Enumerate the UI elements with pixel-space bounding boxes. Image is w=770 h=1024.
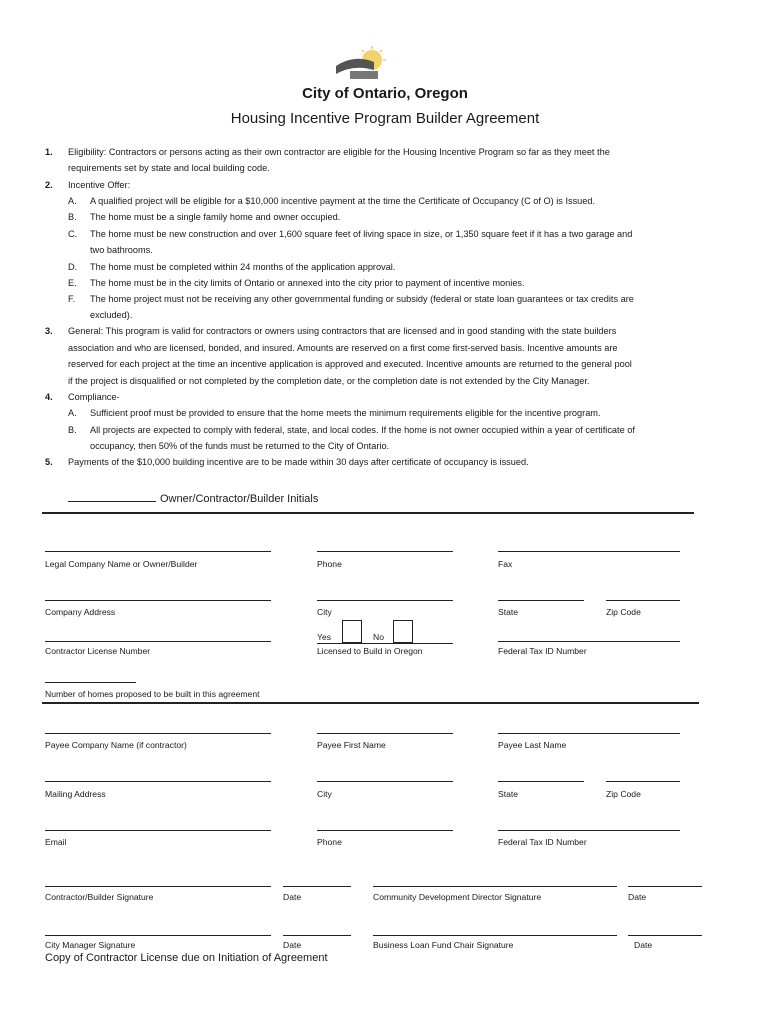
section-number: 1. (45, 147, 53, 157)
loan-chair-signature-label: Business Loan Fund Chair Signature (373, 940, 514, 950)
payee-company-label: Payee Company Name (if contractor) (45, 740, 187, 750)
item-label: E. (68, 278, 77, 288)
item-label: F. (68, 294, 76, 304)
payee-federal-tax-id-field[interactable] (498, 830, 680, 831)
date-label-1: Date (283, 892, 302, 902)
fax-label: Fax (498, 559, 513, 569)
payee-city-field[interactable] (317, 781, 453, 782)
num-homes-label: Number of homes proposed to be built in this agreement (45, 689, 260, 699)
email-label: Email (45, 837, 67, 847)
item-label: B. (68, 212, 77, 222)
payee-zip-label: Zip Code (606, 789, 641, 799)
date-label-2: Date (628, 892, 647, 902)
city-manager-signature-field[interactable] (45, 935, 271, 936)
yes-label: Yes (317, 632, 332, 642)
section-text: Compliance- (68, 392, 120, 402)
company-address-field[interactable] (45, 600, 271, 601)
payee-zip-field[interactable] (606, 781, 680, 782)
section-text: Incentive Offer: (68, 180, 131, 190)
date-field-3[interactable] (283, 935, 351, 936)
section-number: 4. (45, 392, 53, 402)
city-label: City (317, 607, 332, 617)
legal-company-label: Legal Company Name or Owner/Builder (45, 559, 198, 569)
date-field-1[interactable] (283, 886, 351, 887)
phone-label: Phone (317, 559, 342, 569)
cdd-signature-label: Community Development Director Signature (373, 892, 542, 902)
state-label: State (498, 607, 519, 617)
date-field-4[interactable] (628, 935, 702, 936)
payee-state-label: State (498, 789, 519, 799)
item-text: All projects are expected to comply with federal, state, and local codes. If the home is not owner occupied within a year of certificate of (90, 425, 635, 435)
zip-label: Zip Code (606, 607, 641, 617)
page-subtitle: Housing Incentive Program Builder Agreement (230, 110, 540, 127)
section-number: 3. (45, 326, 53, 336)
item-label: D. (68, 262, 78, 272)
federal-tax-id-label: Federal Tax ID Number (498, 646, 587, 656)
payee-first-name-field[interactable] (317, 733, 453, 734)
date-label-4: Date (634, 940, 653, 950)
payee-state-field[interactable] (498, 781, 584, 782)
section-text: Payments of the $10,000 building incentive are to be made within 30 days after certificate of occupancy is issued. (68, 457, 529, 467)
num-homes-field[interactable] (45, 682, 136, 683)
zip-field[interactable] (606, 600, 680, 601)
date-label-3: Date (283, 940, 302, 950)
item-text: two bathrooms. (90, 245, 153, 255)
item-text: The home must be in the city limits of Ontario or annexed into the city prior to payment of incentive monies. (90, 278, 525, 288)
item-text: The home must be completed within 24 months of the application approval. (90, 262, 396, 272)
email-field[interactable] (45, 830, 271, 831)
company-address-label: Company Address (45, 607, 116, 617)
payee-last-name-field[interactable] (498, 733, 680, 734)
section-number: 5. (45, 457, 53, 467)
section-text: if the project is disqualified or not completed by the completion date, or the completion date is not extended by the City Manager. (68, 376, 590, 386)
item-text: A qualified project will be eligible for a $10,000 incentive payment at the time the Certificate of Occupancy (C of O) is Issued. (90, 196, 596, 206)
page-title: City of Ontario, Oregon (302, 85, 468, 102)
footer-note: Copy of Contractor License due on Initiation of Agreement (45, 952, 328, 964)
city-logo (334, 46, 386, 82)
contractor-license-field[interactable] (45, 641, 271, 642)
mailing-address-field[interactable] (45, 781, 271, 782)
licensed-oregon-line (317, 643, 453, 644)
payee-city-label: City (317, 789, 332, 799)
payee-first-name-label: Payee First Name (317, 740, 386, 750)
no-label: No (373, 632, 384, 642)
section-text: General: This program is valid for contractors or owners using contractors that are licensed and in good standing with the state builders (68, 326, 617, 336)
section-text: association and who are licensed, bonded, and insured. Amounts are reserved on a first come first-served basis. Incentive amounts are (68, 343, 618, 353)
section-divider (42, 512, 694, 514)
city-field[interactable] (317, 600, 453, 601)
item-text: excluded). (90, 310, 133, 320)
city-manager-signature-label: City Manager Signature (45, 940, 136, 950)
item-text: The home must be new construction and over 1,600 square feet of living space in size, or 1,350 square feet if it has a two garage and (90, 229, 633, 239)
section-text: requirements set by state and local building code. (68, 163, 270, 173)
item-label: A. (68, 196, 77, 206)
initials-row (68, 491, 318, 505)
section-text: reserved for each project at the time an incentive application is approved and executed. Incentive amounts are returned to the general pool (68, 359, 632, 369)
section-number: 2. (45, 180, 53, 190)
contractor-license-label: Contractor License Number (45, 646, 151, 656)
mailing-address-label: Mailing Address (45, 789, 106, 799)
item-text: Sufficient proof must be provided to ensure that the home meets the minimum requirements eligible for the incentive program. (90, 408, 601, 418)
initials-label: Owner/Contractor/Builder Initials (160, 493, 319, 505)
contractor-signature-label: Contractor/Builder Signature (45, 892, 154, 902)
section-text: Eligibility: Contractors or persons acting as their own contractor are eligible for the Housing Incentive Program so far as they meet the (68, 147, 610, 157)
no-checkbox[interactable] (393, 620, 413, 643)
item-label: C. (68, 229, 78, 239)
legal-company-field[interactable] (45, 551, 271, 552)
payee-last-name-label: Payee Last Name (498, 740, 567, 750)
contractor-signature-field[interactable] (45, 886, 271, 887)
licensed-oregon-label: Licensed to Build in Oregon (317, 646, 423, 656)
payee-phone-field[interactable] (317, 830, 453, 831)
item-label: A. (68, 408, 77, 418)
loan-chair-signature-field[interactable] (373, 935, 617, 936)
section-divider (42, 702, 699, 704)
item-text: The home project must not be receiving any other governmental funding or subsidy (federal or state loan guarantees or tax credits are (90, 294, 634, 304)
item-text: The home must be a single family home and owner occupied. (90, 212, 341, 222)
federal-tax-id-field[interactable] (498, 641, 680, 642)
phone-field[interactable] (317, 551, 453, 552)
yes-checkbox[interactable] (342, 620, 362, 643)
fax-field[interactable] (498, 551, 680, 552)
item-text: occupancy, then 50% of the funds must be returned to the City of Ontario. (90, 441, 390, 451)
cdd-signature-field[interactable] (373, 886, 617, 887)
payee-federal-tax-id-label: Federal Tax ID Number (498, 837, 587, 847)
payee-company-field[interactable] (45, 733, 271, 734)
state-field[interactable] (498, 600, 584, 601)
initials-field[interactable] (68, 491, 156, 502)
date-field-2[interactable] (628, 886, 702, 887)
payee-phone-label: Phone (317, 837, 342, 847)
item-label: B. (68, 425, 77, 435)
